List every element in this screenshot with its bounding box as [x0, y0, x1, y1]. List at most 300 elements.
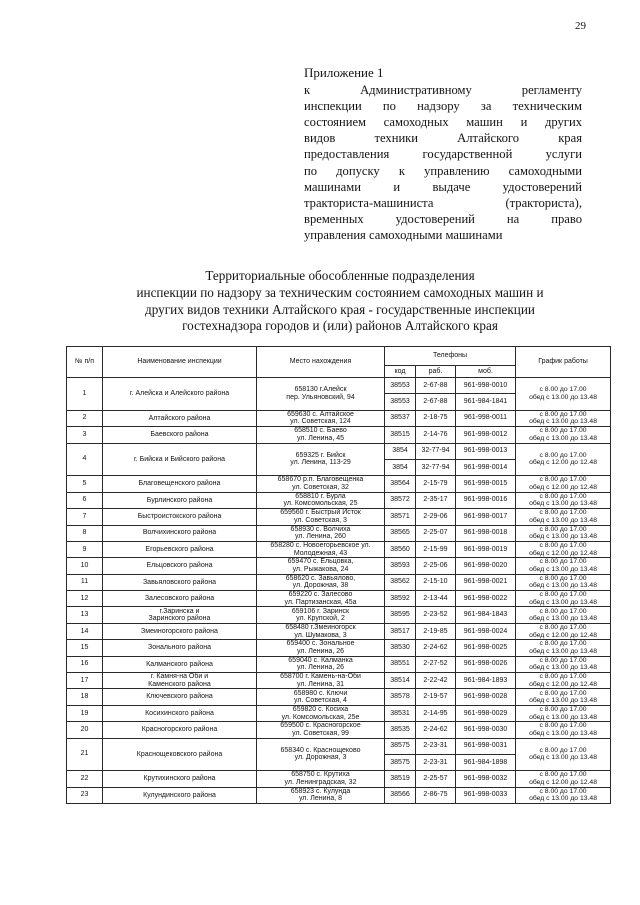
schedule-line: с 8.00 до 17.00	[539, 476, 587, 484]
schedule-line: обед с 13.00 до 13.48	[529, 697, 597, 705]
phone-work: 2-23-52	[416, 607, 456, 623]
address-line: ул. Ленина, 45	[296, 434, 345, 442]
row-number: 7	[67, 509, 103, 525]
inspection-address	[257, 427, 385, 443]
col-header-name: Наименование инспекции	[103, 347, 257, 378]
table-row	[67, 476, 611, 492]
table-row	[67, 591, 611, 607]
phone-code: 38595	[385, 607, 416, 623]
table-row	[67, 656, 611, 672]
schedule-line: обед с 13.00 до 13.48	[529, 533, 597, 541]
work-schedule	[516, 558, 611, 574]
address-line: ул. Комсомольская, 25е	[281, 713, 360, 721]
inspection-name	[103, 771, 257, 787]
address-line: ул. Советская, 4	[294, 697, 347, 705]
table-row	[67, 640, 611, 656]
work-schedule	[516, 623, 611, 639]
phone-work: 2-86-75	[416, 787, 456, 803]
phone-mobile: 961-998-0014	[456, 459, 516, 475]
inspection-name-line: Ключевского района	[146, 693, 213, 701]
work-schedule	[516, 640, 611, 656]
work-schedule	[516, 476, 611, 492]
col-header-code: код	[385, 366, 416, 378]
inspection-address	[257, 705, 385, 721]
phone-mobile: 961-998-0019	[456, 541, 516, 557]
work-schedule	[516, 541, 611, 557]
inspection-name-line: Кулундинского района	[143, 791, 216, 799]
row-number: 14	[67, 623, 103, 639]
phone-mobile: 961-984-1841	[456, 394, 516, 410]
address-line: 658700 г. Камень-на-Оби	[280, 673, 361, 681]
table-row	[67, 771, 611, 787]
row-number: 13	[67, 607, 103, 623]
inspection-name	[103, 689, 257, 705]
heading-line: Территориальные обособленные подразделения	[205, 268, 475, 283]
phone-code: 3854	[385, 459, 416, 475]
phone-code: 38514	[385, 673, 416, 689]
schedule-line: с 8.00 до 17.00	[539, 705, 587, 713]
table-body	[67, 378, 611, 804]
address-line: ул. Партизанская, 45а	[284, 598, 357, 606]
inspection-name	[103, 541, 257, 557]
schedule-line: с 8.00 до 17.00	[539, 386, 587, 394]
address-line: ул. Ленина, 31	[296, 680, 345, 688]
inspection-name	[103, 591, 257, 607]
address-line: 658130 г.Алейск	[294, 386, 347, 394]
inspection-name	[103, 427, 257, 443]
schedule-line: с 8.00 до 17.00	[539, 673, 587, 681]
inspection-name-line: Волчихинского района	[142, 529, 217, 537]
row-number: 2	[67, 410, 103, 426]
phone-code: 38565	[385, 525, 416, 541]
phone-code: 38519	[385, 771, 416, 787]
inspection-name-line: Бурлинского района	[146, 496, 213, 504]
inspection-name-line: Егорьевского района	[145, 545, 214, 553]
table-row	[67, 443, 611, 459]
phone-mobile: 961-998-0010	[456, 378, 516, 394]
inspection-name-line: Каменского района	[148, 680, 211, 688]
address-line: пер. Ульяновский, 94	[286, 393, 355, 401]
address-line: ул. Крупской, 2	[296, 615, 345, 623]
inspection-address	[257, 492, 385, 508]
inspection-name-line: Краснощековского района	[136, 750, 223, 758]
schedule-line: с 8.00 до 17.00	[539, 574, 587, 582]
schedule-line: с 8.00 до 17.00	[539, 746, 587, 754]
row-number: 18	[67, 689, 103, 705]
table-row	[67, 787, 611, 803]
inspection-name	[103, 722, 257, 738]
row-number: 15	[67, 640, 103, 656]
phone-work: 2-18-75	[416, 410, 456, 426]
phone-mobile: 961-998-0012	[456, 427, 516, 443]
address-line: ул. Ленина, 26	[296, 647, 345, 655]
schedule-line: обед с 13.00 до 13.48	[529, 565, 597, 573]
phone-code: 38592	[385, 591, 416, 607]
heading-line: гостехнадзора городов и (или) районов Алтайского края	[182, 318, 498, 334]
address-line: ул. Ленина, 8	[298, 795, 343, 803]
phone-mobile: 961-998-0033	[456, 787, 516, 803]
inspection-name	[103, 558, 257, 574]
address-line: ул. Рыжакова, 24	[292, 565, 349, 573]
phone-code: 38535	[385, 722, 416, 738]
col-header-location: Место нахождения	[257, 347, 385, 378]
work-schedule	[516, 787, 611, 803]
inspection-address	[257, 623, 385, 639]
address-line: 658480 г.Змеиногорск	[285, 623, 356, 631]
phone-mobile: 961-984-1893	[456, 673, 516, 689]
phone-code: 38560	[385, 541, 416, 557]
heading-line: инспекции по надзору за техническим состоянием самоходных машин и	[136, 284, 544, 300]
schedule-line: обед с 13.00 до 13.48	[529, 500, 597, 508]
phone-code: 38531	[385, 705, 416, 721]
work-schedule	[516, 574, 611, 590]
schedule-line: с 8.00 до 17.00	[539, 689, 587, 697]
row-number: 19	[67, 705, 103, 721]
row-number: 3	[67, 427, 103, 443]
inspection-address	[257, 738, 385, 771]
work-schedule	[516, 673, 611, 689]
inspection-address	[257, 656, 385, 672]
address-line: ул. Советская, 99	[292, 729, 349, 737]
phone-code: 38566	[385, 787, 416, 803]
address-line: 658620 с. Завьялово,	[285, 574, 356, 582]
phone-code: 38578	[385, 689, 416, 705]
inspection-name	[103, 787, 257, 803]
work-schedule	[516, 738, 611, 771]
inspection-name-line: Баевского района	[150, 431, 209, 439]
schedule-line: обед с 13.00 до 13.48	[529, 795, 597, 803]
phone-work: 32-77-94	[416, 459, 456, 475]
address-line: ул. Дорожная, 3	[294, 754, 347, 762]
address-line: 658930 с. Волчиха	[290, 525, 351, 533]
schedule-line: с 8.00 до 17.00	[539, 607, 587, 615]
phone-mobile: 961-998-0032	[456, 771, 516, 787]
address-line: 659820 с. Косиха	[292, 705, 349, 713]
appendix-line: управления самоходными машинами	[304, 227, 503, 242]
row-number: 20	[67, 722, 103, 738]
schedule-line: с 8.00 до 17.00	[539, 525, 587, 533]
phone-code: 38537	[385, 410, 416, 426]
row-number: 22	[67, 771, 103, 787]
table-row	[67, 427, 611, 443]
work-schedule	[516, 525, 611, 541]
schedule-line: обед с 12.00 до 12.48	[529, 779, 597, 787]
schedule-line: обед с 13.00 до 13.48	[529, 418, 597, 426]
appendix-line: машинами и выдаче удостоверений	[304, 179, 582, 194]
inspection-address	[257, 574, 385, 590]
table-row	[67, 722, 611, 738]
inspection-name	[103, 410, 257, 426]
schedule-line: с 8.00 до 17.00	[539, 492, 587, 500]
appendix-line: к Административному регламенту	[304, 83, 582, 98]
address-line: 658670 р.п. Благовещенка	[277, 476, 364, 484]
row-number: 21	[67, 738, 103, 771]
inspection-address	[257, 591, 385, 607]
phone-mobile: 961-998-0017	[456, 509, 516, 525]
work-schedule	[516, 689, 611, 705]
table-row	[67, 541, 611, 557]
address-line: ул. Советская, 3	[294, 516, 347, 524]
phone-work: 2-35-17	[416, 492, 456, 508]
phone-mobile: 961-998-0028	[456, 689, 516, 705]
inspection-address	[257, 410, 385, 426]
inspection-name-line: Крутихинского района	[143, 775, 216, 783]
schedule-line: с 8.00 до 17.00	[539, 558, 587, 566]
inspection-address	[257, 722, 385, 738]
address-line: 658510 с. Баево	[294, 427, 347, 435]
inspection-name	[103, 378, 257, 411]
schedule-line: с 8.00 до 17.00	[539, 623, 587, 631]
inspection-name-line: Ельцовского района	[146, 562, 213, 570]
inspection-name-line: г. Алейска и Алейского района	[129, 390, 230, 398]
work-schedule	[516, 656, 611, 672]
phone-mobile: 961-998-0030	[456, 722, 516, 738]
schedule-line: с 8.00 до 17.00	[539, 509, 587, 517]
appendix-title: Приложение 1	[304, 65, 384, 80]
phone-work: 2-23-31	[416, 754, 456, 770]
address-line: ул. Ленина, 113-29	[290, 459, 351, 467]
phone-mobile: 961-998-0013	[456, 443, 516, 459]
address-line: 658810 г. Бурла	[295, 492, 346, 500]
inspection-name-line: Заринского района	[148, 615, 211, 623]
phone-work: 2-14-95	[416, 705, 456, 721]
phone-code: 38517	[385, 623, 416, 639]
table-row	[67, 738, 611, 754]
row-number: 12	[67, 591, 103, 607]
phone-code: 38562	[385, 574, 416, 590]
schedule-line: обед с 13.00 до 13.48	[529, 754, 597, 762]
work-schedule	[516, 378, 611, 411]
schedule-line: с 8.00 до 17.00	[539, 722, 587, 730]
phone-code: 38575	[385, 738, 416, 754]
inspection-name-line: Быстроистокского района	[137, 513, 222, 521]
phone-work: 2-67-88	[416, 378, 456, 394]
inspection-name	[103, 525, 257, 541]
row-number: 8	[67, 525, 103, 541]
phone-work: 2-19-57	[416, 689, 456, 705]
phone-work: 2-27-52	[416, 656, 456, 672]
inspection-address	[257, 673, 385, 689]
address-line: 659400 с. Зональное	[286, 640, 355, 648]
inspection-name-line: Благовещенского района	[138, 480, 221, 488]
inspection-address	[257, 787, 385, 803]
row-number: 9	[67, 541, 103, 557]
phone-mobile: 961-998-0011	[456, 410, 516, 426]
table-row	[67, 410, 611, 426]
inspection-name-line: Зонального района	[148, 644, 211, 652]
inspection-address	[257, 689, 385, 705]
inspection-address	[257, 607, 385, 623]
phone-code: 38571	[385, 509, 416, 525]
phone-work: 2-25-07	[416, 525, 456, 541]
appendix-line: видов техники Алтайского края	[304, 131, 582, 146]
schedule-line: обед с 12.00 до 12.48	[529, 631, 597, 639]
inspection-address	[257, 558, 385, 574]
address-line: 659220 с. Залесово	[288, 591, 353, 599]
table-row	[67, 607, 611, 623]
address-line: 659630 с. Алтайское	[287, 410, 354, 418]
phone-work: 32-77-94	[416, 443, 456, 459]
phone-work: 2-15-79	[416, 476, 456, 492]
inspection-address	[257, 525, 385, 541]
inspection-name-line: Алтайского района	[148, 414, 211, 422]
appendix-line: по допуску к управлению самоходными	[304, 163, 582, 178]
table-row	[67, 705, 611, 721]
inspection-address	[257, 443, 385, 476]
schedule-line: обед с 12.00 до 12.48	[529, 549, 597, 557]
address-line: 659106 г. Заринск	[291, 607, 350, 615]
phone-work: 2-29-06	[416, 509, 456, 525]
address-line: 658750 с. Крутиха	[291, 771, 350, 779]
phone-mobile: 961-998-0015	[456, 476, 516, 492]
phone-mobile: 961-984-1843	[456, 607, 516, 623]
address-line: ул. Ленинградская, 32	[284, 779, 357, 787]
inspection-name	[103, 640, 257, 656]
address-line: 658980 с. Ключи	[293, 689, 348, 697]
schedule-line: с 8.00 до 17.00	[539, 427, 587, 435]
phone-mobile: 961-998-0018	[456, 525, 516, 541]
col-header-schedule: График работы	[516, 347, 611, 378]
inspection-name-line: Косихинского района	[145, 709, 214, 717]
page-number: 29	[575, 20, 586, 32]
schedule-line: с 8.00 до 17.00	[539, 771, 587, 779]
inspection-name-line: г. Бийска и Бийского района	[134, 455, 225, 463]
phone-code: 38564	[385, 476, 416, 492]
inspection-address	[257, 476, 385, 492]
schedule-line: с 8.00 до 17.00	[539, 542, 587, 549]
address-line: 659325 г. Бийск	[295, 451, 346, 459]
phone-mobile: 961-998-0021	[456, 574, 516, 590]
address-line: ул. Ленина, 26	[296, 664, 345, 672]
row-number: 4	[67, 443, 103, 476]
work-schedule	[516, 410, 611, 426]
schedule-line: с 8.00 до 17.00	[539, 787, 587, 795]
inspection-name	[103, 476, 257, 492]
work-schedule	[516, 607, 611, 623]
work-schedule	[516, 771, 611, 787]
table-row	[67, 673, 611, 689]
inspection-address	[257, 378, 385, 411]
phone-code: 38515	[385, 427, 416, 443]
work-schedule	[516, 443, 611, 476]
schedule-line: с 8.00 до 17.00	[539, 591, 587, 599]
address-line: 659040 с. Калманка	[288, 656, 353, 664]
phone-work: 2-24-62	[416, 722, 456, 738]
schedule-line: обед с 12.00 до 12.48	[529, 459, 597, 467]
appendix-line: состоянием самоходных машин и других	[304, 115, 582, 130]
schedule-line: с 8.00 до 17.00	[539, 656, 587, 664]
phone-work: 2-25-06	[416, 558, 456, 574]
row-number: 10	[67, 558, 103, 574]
phone-code: 38551	[385, 656, 416, 672]
inspection-name-line: Красногорского района	[141, 726, 218, 734]
address-line: ул. Ленина, 260	[295, 533, 346, 541]
address-line: 658280 с. Новоегорьевское ул.	[270, 542, 371, 549]
inspection-name	[103, 656, 257, 672]
inspection-name	[103, 607, 257, 623]
phone-work: 2-15-10	[416, 574, 456, 590]
phone-code: 38575	[385, 754, 416, 770]
row-number: 16	[67, 656, 103, 672]
phone-mobile: 961-998-0020	[456, 558, 516, 574]
table-row	[67, 525, 611, 541]
row-number: 1	[67, 378, 103, 411]
table-row	[67, 378, 611, 394]
phone-code: 38530	[385, 640, 416, 656]
table-row	[67, 509, 611, 525]
address-line: Молодежная, 43	[293, 549, 348, 557]
schedule-line: обед с 13.00 до 13.48	[529, 647, 597, 655]
schedule-line: обед с 13.00 до 13.48	[529, 713, 597, 721]
address-line: ул. Советская, 124	[290, 418, 351, 426]
heading-line: других видов техники Алтайского края - государственные инспекции	[145, 301, 535, 317]
schedule-line: с 8.00 до 17.00	[539, 451, 587, 459]
row-number: 5	[67, 476, 103, 492]
address-line: ул. Комсомольская, 25	[283, 500, 358, 508]
inspection-name	[103, 509, 257, 525]
col-header-num: № п/п	[67, 347, 103, 378]
address-line: 658340 с. Краснощеково	[280, 746, 361, 754]
inspection-name	[103, 738, 257, 771]
inspection-name-line: Змеиногорского района	[141, 627, 218, 635]
address-line: 658923 с. Кулунда	[290, 787, 351, 795]
schedule-line: обед с 13.00 до 13.48	[529, 664, 597, 672]
inspection-name	[103, 443, 257, 476]
inspection-name	[103, 492, 257, 508]
phone-mobile: 961-998-0016	[456, 492, 516, 508]
inspections-table	[66, 346, 611, 804]
row-number: 6	[67, 492, 103, 508]
col-header-work: раб.	[416, 366, 456, 378]
phone-mobile: 961-998-0025	[456, 640, 516, 656]
work-schedule	[516, 591, 611, 607]
phone-work: 2-13-44	[416, 591, 456, 607]
inspection-address	[257, 640, 385, 656]
inspection-address	[257, 509, 385, 525]
appendix-line: инспекции по надзору за техническим	[304, 99, 582, 114]
inspection-name-line: г.Заринска и	[159, 607, 200, 615]
inspection-name	[103, 574, 257, 590]
table-row	[67, 623, 611, 639]
address-line: ул. Советская, 32	[292, 484, 349, 492]
inspection-address	[257, 771, 385, 787]
phone-work: 2-15-99	[416, 541, 456, 557]
schedule-line: обед с 13.00 до 13.48	[529, 434, 597, 442]
inspection-name-line: Калманского района	[146, 660, 213, 668]
phone-mobile: 961-998-0029	[456, 705, 516, 721]
phone-mobile: 961-998-0024	[456, 623, 516, 639]
work-schedule	[516, 509, 611, 525]
address-line: 659470 с. Ельцовка,	[287, 558, 354, 566]
phone-mobile: 961-998-0031	[456, 738, 516, 754]
appendix-line: предоставления государственной услуги	[304, 147, 582, 162]
address-line: 659500 с. Красногорское	[280, 722, 361, 730]
address-line: ул. Дорожная, 38	[292, 582, 349, 590]
phone-mobile: 961-984-1898	[456, 754, 516, 770]
work-schedule	[516, 705, 611, 721]
phone-code: 38553	[385, 394, 416, 410]
phone-mobile: 961-998-0026	[456, 656, 516, 672]
schedule-line: обед с 13.00 до 13.48	[529, 729, 597, 737]
inspection-name-line: г. Камня-на Оби и	[150, 673, 209, 681]
phone-work: 2-14-76	[416, 427, 456, 443]
inspection-name	[103, 623, 257, 639]
phone-work: 2-25-57	[416, 771, 456, 787]
work-schedule	[516, 722, 611, 738]
work-schedule	[516, 492, 611, 508]
schedule-line: обед с 13.00 до 13.48	[529, 516, 597, 524]
table-row	[67, 574, 611, 590]
